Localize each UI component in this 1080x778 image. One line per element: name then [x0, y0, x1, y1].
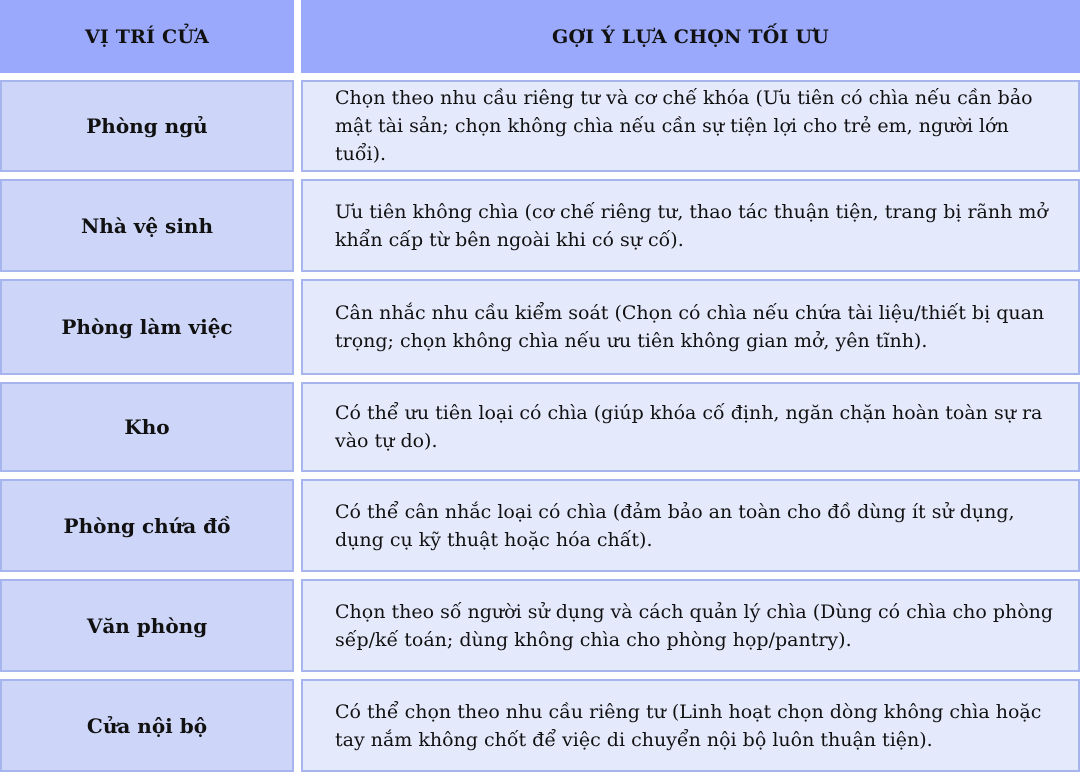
- location-cell: Văn phòng: [0, 579, 294, 672]
- location-cell: Kho: [0, 382, 294, 472]
- suggestion-cell: Có thể chọn theo nhu cầu riêng tư (Linh hoạt chọn dòng không chìa hoặc tay nắm không chốt để việc di chuyển nội bộ luôn thuận tiện).: [301, 679, 1080, 772]
- location-cell: Phòng ngủ: [0, 80, 294, 172]
- location-cell: Cửa nội bộ: [0, 679, 294, 772]
- suggestion-cell: Chọn theo số người sử dụng và cách quản lý chìa (Dùng có chìa cho phòng sếp/kế toán; dùng không chìa cho phòng họp/pantry).: [301, 579, 1080, 672]
- suggestion-cell: Ưu tiên không chìa (cơ chế riêng tư, thao tác thuận tiện, trang bị rãnh mở khẩn cấp từ bên ngoài khi có sự cố).: [301, 179, 1080, 272]
- location-cell: Phòng chứa đồ: [0, 479, 294, 572]
- suggestion-cell: Chọn theo nhu cầu riêng tư và cơ chế khóa (Ưu tiên có chìa nếu cần bảo mật tài sản; chọn không chìa nếu cần sự tiện lợi cho trẻ em, người lớn tuổi).: [301, 80, 1080, 172]
- location-cell: Phòng làm việc: [0, 279, 294, 375]
- header-suggestion: GỢI Ý LỰA CHỌN TỐI ƯU: [301, 0, 1080, 73]
- header-location: VỊ TRÍ CỬA: [0, 0, 294, 73]
- suggestion-cell: Có thể ưu tiên loại có chìa (giúp khóa cố định, ngăn chặn hoàn toàn sự ra vào tự do).: [301, 382, 1080, 472]
- suggestion-cell: Có thể cân nhắc loại có chìa (đảm bảo an toàn cho đồ dùng ít sử dụng, dụng cụ kỹ thuật hoặc hóa chất).: [301, 479, 1080, 572]
- suggestion-cell: Cân nhắc nhu cầu kiểm soát (Chọn có chìa nếu chứa tài liệu/thiết bị quan trọng; chọn không chìa nếu ưu tiên không gian mở, yên tĩnh).: [301, 279, 1080, 375]
- location-cell: Nhà vệ sinh: [0, 179, 294, 272]
